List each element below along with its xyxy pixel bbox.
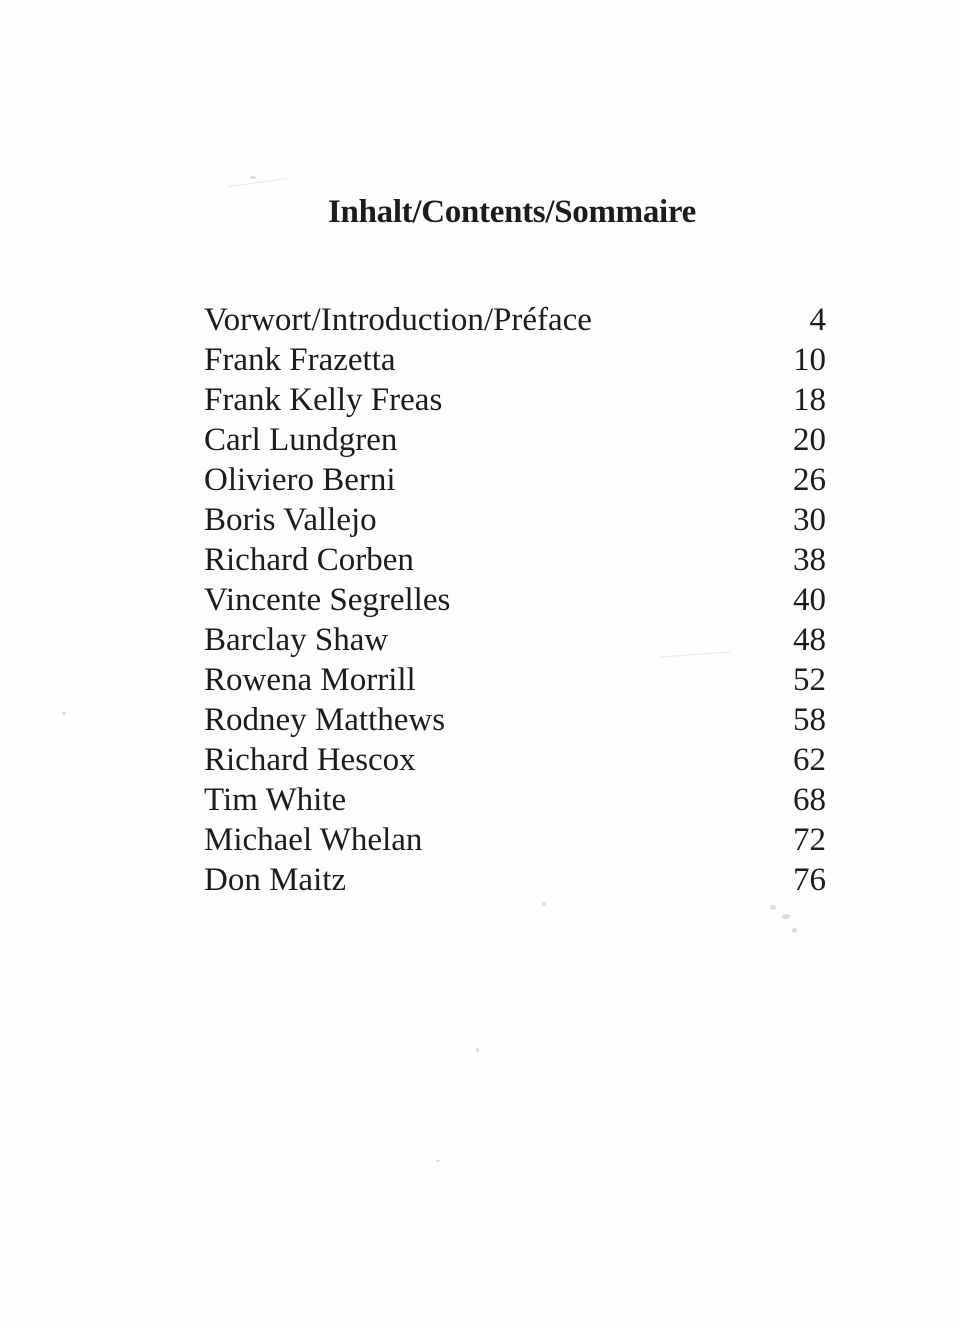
toc-entry-page-number: 30	[793, 502, 826, 538]
toc-entry-title: Boris Vallejo	[204, 502, 377, 538]
toc-entry-page-number: 26	[793, 462, 826, 498]
toc-entry-title: Frank Frazetta	[204, 342, 396, 378]
toc-entry-title: Richard Corben	[204, 542, 414, 578]
toc-entry-title: Barclay Shaw	[204, 622, 389, 658]
toc-entry	[204, 460, 826, 500]
toc-entry	[204, 500, 826, 540]
toc-entry	[204, 300, 826, 340]
toc-entry-page-number: 62	[793, 742, 826, 778]
toc-entry	[204, 740, 826, 780]
toc-entry-page-number: 58	[793, 702, 826, 738]
toc-entry	[204, 420, 826, 460]
scan-speck	[476, 1048, 479, 1052]
scan-speck	[782, 914, 790, 919]
toc-entry-title: Tim White	[204, 782, 347, 818]
toc-entry-page-number: 48	[793, 622, 826, 658]
toc-entry-page-number: 4	[809, 302, 826, 338]
toc-entry-page-number: 72	[793, 822, 826, 858]
toc-entry-title: Rowena Morrill	[204, 662, 416, 698]
toc-entry-title: Rodney Matthews	[204, 702, 446, 738]
scan-speck	[62, 712, 66, 715]
toc-entry	[204, 540, 826, 580]
toc-entry-page-number: 76	[793, 862, 826, 898]
toc-entry	[204, 620, 826, 660]
toc-entry-title: Vincente Segrelles	[204, 582, 451, 618]
toc-entry	[204, 860, 826, 900]
toc-entry	[204, 780, 826, 820]
toc-entry	[204, 380, 826, 420]
scan-speck	[436, 1160, 440, 1162]
toc-entry-page-number: 40	[793, 582, 826, 618]
toc-entry-page-number: 68	[793, 782, 826, 818]
toc-entry	[204, 820, 826, 860]
toc-entry-title: Vorwort/Introduction/Préface	[204, 302, 592, 338]
toc-entry-title: Oliviero Berni	[204, 462, 396, 498]
toc-entry-title: Don Maitz	[204, 862, 347, 898]
toc-entry	[204, 660, 826, 700]
toc-entry	[204, 700, 826, 740]
toc-entry-page-number: 52	[793, 662, 826, 698]
toc-entry-page-number: 38	[793, 542, 826, 578]
toc-entry	[204, 340, 826, 380]
scan-mark	[228, 178, 288, 187]
toc-entry	[204, 580, 826, 620]
scan-speck	[792, 928, 797, 933]
toc-entry-page-number: 20	[793, 422, 826, 458]
scan-speck	[542, 902, 546, 906]
toc-entry-title: Michael Whelan	[204, 822, 423, 858]
toc-entry-page-number: 10	[793, 342, 826, 378]
page-title: Inhalt/Contents/Sommaire	[327, 194, 697, 231]
toc-entry-title: Frank Kelly Freas	[204, 382, 443, 418]
table-of-contents	[204, 300, 826, 900]
toc-entry-title: Carl Lundgren	[204, 422, 398, 458]
toc-entry-title: Richard Hescox	[204, 742, 416, 778]
scan-speck	[770, 905, 776, 910]
toc-entry-page-number: 18	[793, 382, 826, 418]
scan-speck	[250, 176, 256, 179]
